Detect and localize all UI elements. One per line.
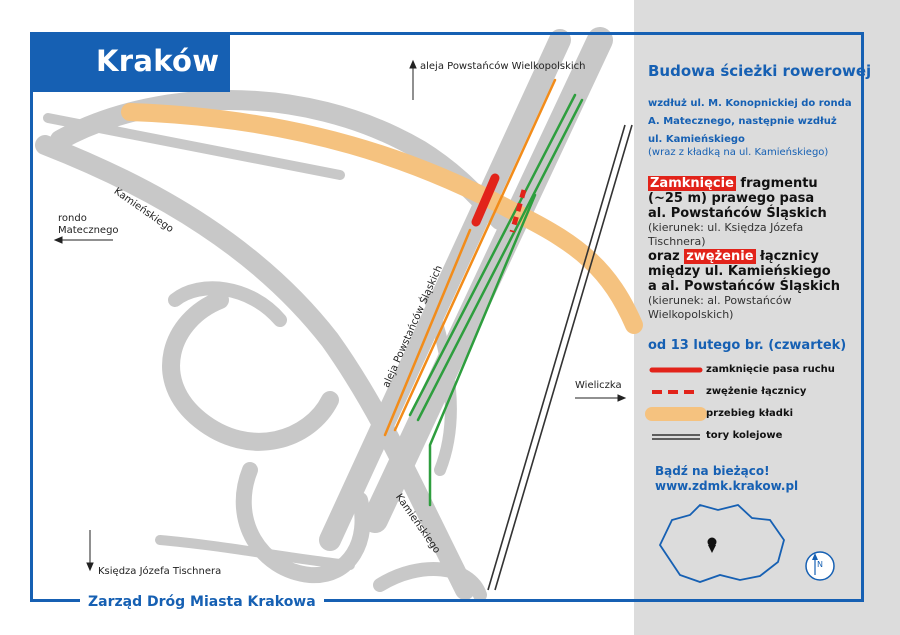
closure-text: między ul. Kamieńskiego: [648, 264, 831, 279]
subtitle-line: ul. Kamieńskiego: [648, 134, 745, 145]
sidebar-subtitle: [648, 95, 858, 149]
date-notice: od 13 lutego br. (czwartek): [648, 338, 847, 353]
closure-direction: Wielkopolskich): [648, 308, 734, 321]
website-link[interactable]: www.zdmk.krakow.pl: [655, 479, 799, 493]
legend-label: zwężenie łącznicy: [706, 386, 807, 397]
label-rondo: rondo: [58, 213, 87, 224]
legend-label: tory kolejowe: [706, 430, 783, 441]
closure-highlight: Zamknięcie: [650, 176, 734, 191]
closure-text: łącznicy: [755, 249, 819, 264]
label-kamienskiego-bottom: Kamieńskiego: [392, 492, 443, 556]
logo-text: Kraków: [96, 44, 220, 78]
subtitle-line: A. Matecznego, następnie wzdłuż: [648, 116, 837, 127]
legend-label: zamknięcie pasa ruchu: [706, 364, 835, 375]
label-kamienskiego-top: Kamieńskiego: [111, 186, 176, 236]
closure-text: (~25 m) prawego pasa: [648, 191, 815, 206]
footer-org-name: Zarząd Dróg Miasta Krakowa: [80, 590, 324, 614]
closure-text: al. Powstańców Śląskich: [648, 206, 827, 221]
sidebar-note: (wraz z kładką na ul. Kamieńskiego): [648, 147, 829, 158]
closure-direction: (kierunek: al. Powstańców: [648, 294, 792, 307]
closure-direction: (kierunek: ul. Księdza Józefa: [648, 221, 804, 234]
compass-label: N: [817, 560, 823, 569]
subtitle-line: wzdłuż ul. M. Konopnickiej do ronda: [648, 98, 852, 109]
cta-text: Bądź na bieżąco!: [655, 464, 770, 478]
label-aleja-wielkopolskich: aleja Powstańców Wielkopolskich: [420, 61, 586, 72]
closure-direction: Tischnera): [648, 235, 706, 248]
closure-text: fragmentu: [735, 176, 818, 191]
sidebar-title: Budowa ścieżki rowerowej: [648, 62, 872, 80]
closure-text: a al. Powstańców Śląskich: [648, 279, 841, 294]
label-aleja-slaskich: aleja Powstańców Śląskich: [381, 263, 445, 390]
label-wieliczka: Wieliczka: [575, 380, 622, 391]
narrowing-highlight: zwężenie: [686, 249, 754, 264]
closure-notice: [648, 176, 858, 322]
label-tischnera: Księdza Józefa Tischnera: [98, 566, 222, 577]
legend-label: przebieg kładki: [706, 408, 794, 419]
closure-text: oraz: [648, 249, 685, 264]
label-matecznego: Matecznego: [58, 225, 119, 236]
